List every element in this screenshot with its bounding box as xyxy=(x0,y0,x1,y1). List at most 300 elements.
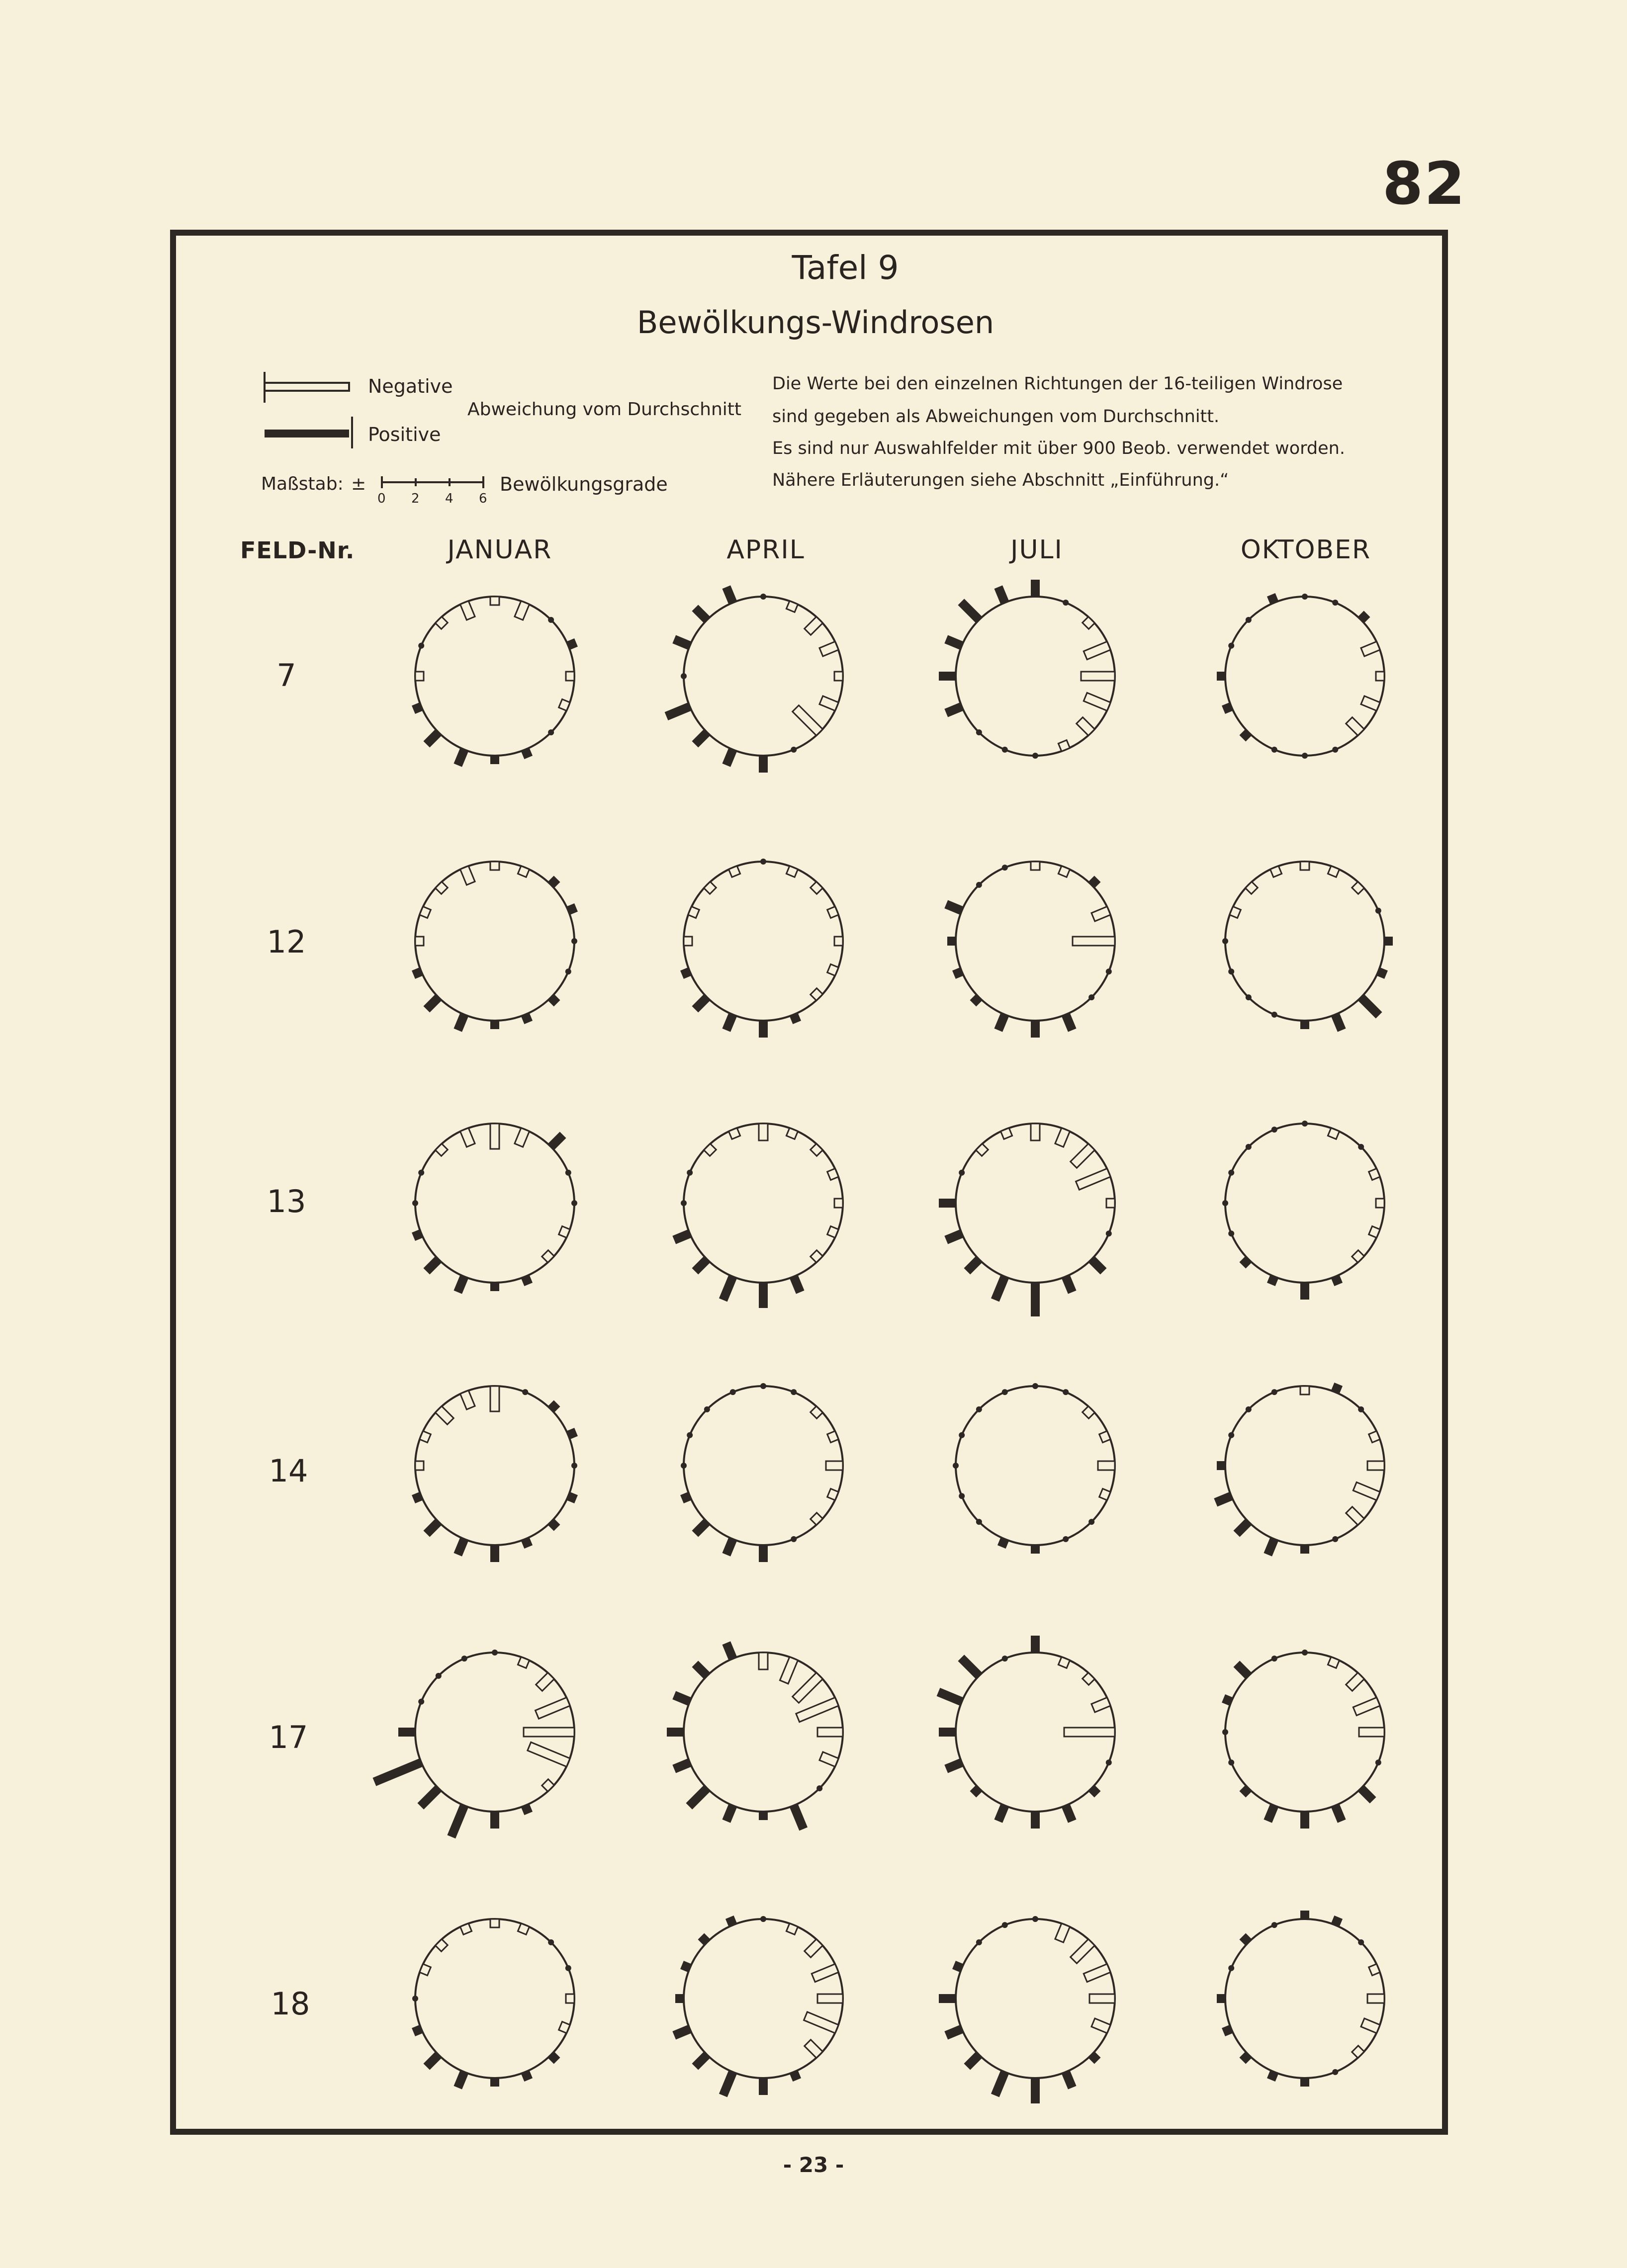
windrose-zero-mark-wsw xyxy=(959,1493,965,1499)
windrose-negative-bar-se xyxy=(1077,717,1095,736)
windrose-zero-mark-nnw xyxy=(1002,1656,1008,1661)
windrose-negative-bar-e xyxy=(1376,672,1384,681)
windrose-zero-mark-wnw xyxy=(418,643,424,649)
windrose-zero-mark-n xyxy=(760,594,766,600)
windrose-zero-mark-ese xyxy=(1375,1759,1381,1765)
windrose-feld-14-oktober xyxy=(1214,1383,1384,1557)
windrose-negative-bar-ese xyxy=(528,1742,570,1766)
windrose-negative-bar-nne xyxy=(1055,1923,1070,1942)
windrose-positive-bar-sse xyxy=(1331,1013,1346,1032)
windrose-negative-bar-ene xyxy=(1084,1964,1110,1982)
windrose-zero-mark-nnw xyxy=(461,1656,467,1661)
windrose-negative-bar-w xyxy=(684,937,692,946)
windrose-negative-bar-ene xyxy=(536,1697,570,1719)
windrose-positive-bar-ne xyxy=(1358,611,1370,623)
windrose-positive-bar-wsw xyxy=(944,702,963,717)
windrose-negative-bar-n xyxy=(1300,862,1309,870)
windrose-negative-bar-ese xyxy=(819,696,838,711)
windrose-negative-bar-e xyxy=(817,1728,843,1737)
windrose-positive-bar-w xyxy=(939,1994,956,2003)
windrose-negative-bar-ne xyxy=(536,1672,554,1691)
row-label-12: 12 xyxy=(267,924,306,960)
windrose-negative-bar-e xyxy=(1376,1199,1384,1208)
windrose-zero-mark-s xyxy=(1032,753,1038,759)
windrose-zero-mark-n xyxy=(1302,1121,1308,1127)
windrose-positive-bar-sse xyxy=(790,1804,808,1831)
note-line: Die Werte bei den einzelnen Richtungen der 16-teiligen Windrose xyxy=(772,374,1343,394)
windrose-positive-bar-sw xyxy=(417,1785,442,1810)
windrose-positive-bar-se xyxy=(548,1519,560,1531)
windrose-negative-bar-ese xyxy=(1084,693,1110,710)
windrose-positive-bar-wnw xyxy=(672,635,691,650)
windrose-negative-bar-e xyxy=(817,1994,843,2003)
windrose-zero-mark-wnw xyxy=(418,1699,424,1705)
windrose-positive-bar-sw xyxy=(970,994,982,1007)
windrose-positive-bar-ne xyxy=(1088,875,1101,888)
windrose-zero-mark-ssw xyxy=(1271,1012,1277,1018)
windrose-negative-bar-e xyxy=(524,1728,574,1737)
windrose-negative-bar-ne xyxy=(805,616,823,635)
windrose-zero-mark-nw xyxy=(1246,617,1252,623)
windrose-negative-bar-ene xyxy=(1361,641,1380,656)
windrose-negative-bar-nw xyxy=(704,1143,716,1156)
windrose-positive-bar-n xyxy=(1031,1636,1040,1653)
windrose-negative-bar-ne xyxy=(805,1939,823,1957)
windrose-zero-mark-sw xyxy=(976,729,982,735)
windrose-negative-bar-ne xyxy=(1083,1406,1095,1418)
windrose-negative-bar-se xyxy=(811,988,823,1001)
windrose-positive-bar-ssw xyxy=(1264,1537,1278,1556)
scale-tick-label: 0 xyxy=(377,491,386,506)
windrose-feld-17-januar xyxy=(372,1650,574,1838)
windrose-positive-bar-w xyxy=(398,1728,415,1737)
legend-scale-label: Maßstab: xyxy=(261,474,344,494)
windrose-zero-mark-ssw xyxy=(1002,747,1008,753)
windrose-negative-bar-e xyxy=(1367,1461,1384,1470)
windrose-positive-bar-ssw xyxy=(722,1013,737,1032)
windrose-negative-bar-se xyxy=(1346,1507,1364,1525)
windrose-negative-bar-ene xyxy=(1091,1697,1110,1712)
windrose-zero-mark-e xyxy=(571,1463,577,1469)
windrose-negative-bar-ese xyxy=(1353,1482,1380,1500)
windrose-zero-mark-w xyxy=(1222,1200,1228,1206)
windrose-positive-bar-sw xyxy=(1239,729,1252,742)
windrose-zero-mark-w xyxy=(681,1200,687,1206)
windrose-negative-bar-w xyxy=(415,937,424,946)
windrose-positive-bar-wnw xyxy=(937,1688,964,1706)
windrose-positive-bar-wsw xyxy=(944,1758,963,1773)
windrose-zero-mark-nnw xyxy=(1271,1389,1277,1395)
windrose-positive-bar-ssw xyxy=(991,2070,1009,2097)
windrose-negative-bar-nw xyxy=(704,881,716,894)
windrose-feld-7-juli xyxy=(939,580,1115,759)
windrose-positive-bar-s xyxy=(759,2078,768,2095)
windrose-positive-bar-se xyxy=(1088,1785,1101,1798)
windrose-feld-13-juli xyxy=(939,1124,1115,1316)
windrose-negative-bar-n xyxy=(490,862,499,870)
windrose-negative-bar-ne xyxy=(1083,616,1095,629)
windrose-zero-mark-ne xyxy=(1358,1939,1364,1945)
windrose-zero-mark-n xyxy=(1302,594,1308,600)
windrose-negative-bar-e xyxy=(1073,937,1115,946)
windrose-zero-mark-e xyxy=(571,1200,577,1206)
windrose-positive-bar-w xyxy=(939,1199,956,1208)
windrose-positive-bar-ssw xyxy=(722,1537,737,1556)
windrose-positive-bar-s xyxy=(1031,2078,1040,2103)
windrose-zero-mark-w xyxy=(412,1200,418,1206)
windrose-positive-bar-s xyxy=(759,756,768,773)
windrose-negative-bar-ne xyxy=(1352,881,1364,894)
windrose-zero-mark-ne xyxy=(1358,1144,1364,1150)
windrose-positive-bar-w xyxy=(939,672,956,681)
windrose-zero-mark-nne xyxy=(1332,600,1338,606)
windrose-zero-mark-nw xyxy=(976,1939,982,1945)
page-number: 82 xyxy=(1382,149,1466,218)
windrose-positive-bar-s xyxy=(1300,1021,1309,1029)
windrose-positive-bar-wnw xyxy=(944,635,963,650)
windrose-zero-mark-n xyxy=(1032,1383,1038,1389)
windrose-positive-bar-s xyxy=(490,756,499,764)
windrose-zero-mark-ese xyxy=(565,968,571,974)
windrose-negative-bar-ese xyxy=(804,2012,839,2033)
windrose-zero-mark-se xyxy=(1088,1519,1094,1525)
windrose-positive-bar-nw xyxy=(698,1933,710,1945)
windrose-positive-bar-sse xyxy=(790,1275,805,1294)
windrose-positive-bar-nnw xyxy=(722,1641,737,1660)
windrose-negative-bar-nnw xyxy=(460,866,475,885)
windrose-positive-bar-se xyxy=(548,2052,560,2064)
windrose-positive-bar-s xyxy=(490,1021,499,1029)
windrose-positive-bar-ssw xyxy=(722,1804,737,1823)
row-label-17: 17 xyxy=(269,1719,308,1755)
windrose-feld-17-oktober xyxy=(1222,1650,1384,1829)
windrose-feld-14-juli xyxy=(953,1383,1115,1554)
windrose-feld-12-april xyxy=(680,859,843,1038)
windrose-positive-bar-sw xyxy=(686,1785,710,1810)
windrose-negative-bar-e xyxy=(1081,672,1115,681)
windrose-positive-bar-w xyxy=(947,937,956,946)
windrose-negative-bar-nw xyxy=(435,1939,448,1951)
windrose-positive-bar-s xyxy=(1031,1283,1040,1316)
windrose-zero-mark-n xyxy=(492,1650,498,1656)
windrose-positive-bar-sse xyxy=(1062,2070,1077,2089)
windrose-positive-bar-sw xyxy=(1239,1785,1252,1798)
windrose-positive-bar-sse xyxy=(1331,1804,1346,1823)
windrose-zero-mark-wnw xyxy=(1228,1965,1234,1971)
windrose-positive-bar-wsw xyxy=(665,702,692,720)
windrose-zero-mark-wnw xyxy=(1228,643,1234,649)
windrose-zero-mark-ene xyxy=(565,1965,571,1971)
windrose-zero-mark-wnw xyxy=(687,1432,693,1438)
windrose-positive-bar-sse xyxy=(1062,1275,1077,1294)
scale-tick-label: 6 xyxy=(479,491,487,506)
note-line: Nähere Erläuterungen siehe Abschnitt „Einführung.“ xyxy=(772,470,1229,490)
windrose-positive-bar-ssw xyxy=(994,1013,1009,1032)
windrose-negative-bar-ene xyxy=(1084,641,1110,659)
windrose-positive-bar-nnw xyxy=(994,585,1009,604)
windrose-zero-mark-sw xyxy=(1246,994,1252,1000)
windrose-positive-bar-wnw xyxy=(672,1691,691,1706)
windrose-zero-mark-sse xyxy=(1332,1536,1338,1542)
windrose-negative-bar-nw xyxy=(435,1406,453,1424)
windrose-zero-mark-w xyxy=(681,1463,687,1469)
windrose-zero-mark-sse xyxy=(1332,747,1338,753)
feld-header: FELD-Nr. xyxy=(240,537,355,564)
windrose-positive-bar-n xyxy=(1300,1911,1309,1919)
windrose-negative-bar-se xyxy=(811,1250,823,1263)
windrose-zero-mark-nne xyxy=(1063,600,1069,606)
windrose-positive-bar-wnw xyxy=(944,900,963,915)
windrose-zero-mark-w xyxy=(681,673,687,679)
windrose-zero-mark-sw xyxy=(976,1519,982,1525)
windrose-negative-bar-ene xyxy=(1353,1697,1380,1715)
windrose-feld-12-oktober xyxy=(1222,862,1393,1032)
windrose-positive-bar-s xyxy=(1031,1021,1040,1038)
windrose-negative-bar-ne xyxy=(1071,1143,1095,1168)
windrose-negative-bar-nw xyxy=(1245,881,1258,894)
windrose-positive-bar-w xyxy=(675,1994,684,2003)
windrose-zero-mark-w xyxy=(1222,1729,1228,1735)
row-label-13: 13 xyxy=(267,1183,306,1220)
windrose-zero-mark-wnw xyxy=(959,1432,965,1438)
windrose-negative-bar-nnw xyxy=(460,1391,475,1409)
column-header-januar: JANUAR xyxy=(447,535,552,565)
windrose-negative-bar-e xyxy=(1359,1728,1384,1737)
windrose-zero-mark-ene xyxy=(1375,908,1381,914)
windrose-positive-bar-sw xyxy=(1239,1256,1252,1269)
windrose-negative-bar-nw xyxy=(976,1143,988,1156)
windrose-negative-bar-nnw xyxy=(460,1128,475,1147)
windrose-negative-bar-nne xyxy=(515,1128,530,1147)
windrose-feld-18-juli xyxy=(939,1916,1115,2103)
windrose-negative-bar-n xyxy=(759,1653,768,1669)
windrose-positive-bar-sse xyxy=(1062,1013,1077,1032)
windrose-positive-bar-s xyxy=(1031,1545,1040,1554)
windrose-positive-bar-wsw xyxy=(1214,1492,1233,1507)
windrose-negative-bar-nw xyxy=(435,616,448,629)
windrose-zero-mark-wnw xyxy=(1228,1432,1234,1438)
legend-negative-label: Negative xyxy=(368,375,453,397)
windrose-feld-13-januar xyxy=(412,1124,577,1294)
windrose-positive-bar-wsw xyxy=(944,1229,963,1244)
windrose-negative-bar-ene xyxy=(1091,906,1110,921)
scale-tick-label: 4 xyxy=(445,491,453,506)
windrose-positive-bar-se xyxy=(1358,994,1382,1019)
windrose-negative-bar-se xyxy=(1352,2046,1364,2058)
windrose-negative-bar-n xyxy=(1031,862,1040,870)
windrose-zero-mark-n xyxy=(760,1383,766,1389)
windrose-positive-bar-s xyxy=(759,1812,768,1820)
windrose-negative-bar-se xyxy=(542,1250,554,1263)
windrose-zero-mark-nne xyxy=(522,1389,528,1395)
windrose-negative-bar-se xyxy=(542,1779,554,1792)
windrose-negative-bar-ene xyxy=(812,1964,838,1982)
windrose-positive-bar-wsw xyxy=(944,2025,963,2040)
windrose-feld-18-januar xyxy=(412,1919,574,2090)
windrose-positive-bar-nw xyxy=(1239,1933,1252,1945)
windrose-zero-mark-e xyxy=(571,938,577,944)
windrose-negative-bar-ne xyxy=(1071,1939,1095,1963)
windrose-feld-13-oktober xyxy=(1222,1121,1384,1300)
windrose-zero-mark-nnw xyxy=(730,1389,736,1395)
windrose-positive-bar-sse xyxy=(1062,1804,1077,1823)
windrose-negative-bar-w xyxy=(415,672,424,681)
windrose-negative-bar-e xyxy=(566,1994,574,2003)
windrose-feld-14-april xyxy=(680,1383,843,1562)
windrose-zero-mark-nnw xyxy=(1271,1922,1277,1928)
windrose-negative-bar-ene xyxy=(819,641,838,656)
windrose-positive-bar-w xyxy=(667,1728,684,1737)
windrose-positive-bar-ssw xyxy=(719,1275,737,1302)
windrose-positive-bar-n xyxy=(1031,580,1040,597)
windrose-zero-mark-nnw xyxy=(1002,1389,1008,1395)
windrose-zero-mark-sse xyxy=(1063,1536,1069,1542)
windrose-zero-mark-w xyxy=(953,1463,959,1469)
windrose-negative-bar-w xyxy=(415,1461,424,1470)
windrose-positive-bar-wsw xyxy=(672,1758,691,1773)
windrose-negative-bar-e xyxy=(826,1461,843,1470)
windrose-zero-mark-wsw xyxy=(1228,968,1234,974)
windrose-zero-mark-nw xyxy=(976,882,982,888)
windrose-zero-mark-ne xyxy=(548,617,554,623)
windrose-zero-mark-se xyxy=(1088,994,1094,1000)
scale-tick-label: 2 xyxy=(411,491,420,506)
windrose-zero-mark-wsw xyxy=(1228,1759,1234,1765)
windrose-negative-bar-ne xyxy=(811,1143,823,1156)
windrose-negative-bar-ne xyxy=(793,1672,823,1703)
windrose-negative-bar-ese xyxy=(819,1752,838,1767)
windrose-positive-bar-wsw xyxy=(672,2025,691,2040)
windrose-positive-bar-wsw xyxy=(672,1229,691,1244)
windrose-positive-bar-ssw xyxy=(453,1013,468,1032)
windrose-positive-bar-s xyxy=(490,1812,499,1829)
windrose-feld-17-april xyxy=(667,1641,843,1831)
windrose-positive-bar-ssw xyxy=(453,748,468,767)
windrose-zero-mark-se xyxy=(816,1785,822,1791)
windrose-zero-mark-w xyxy=(412,1996,418,2002)
plate-title: Tafel 9 xyxy=(792,249,899,287)
legend-deviation-label: Abweichung vom Durchschnitt xyxy=(467,399,742,420)
windrose-zero-mark-nw xyxy=(1246,1406,1252,1412)
windrose-positive-bar-ssw xyxy=(453,2070,468,2089)
windrose-positive-bar-nnw xyxy=(722,585,737,604)
windrose-zero-mark-s xyxy=(1302,753,1308,759)
plate-subtitle: Bewölkungs-Windrosen xyxy=(636,304,994,341)
windrose-zero-mark-sse xyxy=(1332,2069,1338,2075)
windrose-negative-bar-ene xyxy=(1076,1168,1111,1190)
windrose-positive-bar-s xyxy=(759,1545,768,1562)
windrose-negative-bar-nnw xyxy=(460,601,475,620)
windrose-positive-bar-s xyxy=(490,1283,499,1291)
windrose-positive-bar-ne xyxy=(548,875,560,888)
windrose-negative-bar-e xyxy=(1106,1199,1115,1208)
windrose-negative-bar-n xyxy=(1031,1124,1040,1140)
page-footer: - 23 - xyxy=(783,2153,844,2177)
windrose-positive-bar-w xyxy=(1217,672,1225,681)
windrose-negative-bar-n xyxy=(490,1124,499,1149)
windrose-positive-bar-ssw xyxy=(453,1275,468,1294)
windrose-negative-bar-se xyxy=(793,705,823,736)
windrose-negative-bar-nne xyxy=(1055,1128,1070,1147)
windrose-negative-bar-nw xyxy=(435,1143,448,1156)
windrose-negative-bar-ese xyxy=(1361,696,1380,711)
windrose-negative-bar-se xyxy=(805,2040,823,2058)
windrose-feld-12-januar xyxy=(412,862,578,1032)
windrose-positive-bar-s xyxy=(1300,2078,1309,2087)
windrose-positive-bar-w xyxy=(939,1728,956,1737)
windrose-zero-mark-sse xyxy=(791,747,797,753)
windrose-positive-bar-s xyxy=(1031,1812,1040,1829)
windrose-positive-bar-ssw xyxy=(722,748,737,767)
windrose-zero-mark-nnw xyxy=(1271,1127,1277,1133)
windrose-zero-mark-ene xyxy=(565,1170,571,1176)
windrose-negative-bar-n xyxy=(490,597,499,605)
windrose-zero-mark-nne xyxy=(1063,1389,1069,1395)
windrose-negative-bar-ne xyxy=(1083,1672,1095,1685)
windrose-zero-mark-wnw xyxy=(418,1170,424,1176)
windrose-zero-mark-nw xyxy=(436,1673,442,1679)
windrose-zero-mark-wsw xyxy=(1228,1230,1234,1236)
windrose-positive-bar-s xyxy=(1300,1812,1309,1829)
windrose-negative-bar-se xyxy=(1346,717,1364,736)
windrose-negative-bar-ene xyxy=(796,1697,838,1722)
windrose-feld-17-juli xyxy=(937,1636,1115,1829)
windrose-negative-bar-e xyxy=(1098,1461,1115,1470)
windrose-positive-bar-ne xyxy=(548,1400,560,1412)
windrose-zero-mark-nnw xyxy=(1002,865,1008,871)
windrose-zero-mark-nw xyxy=(1246,1144,1252,1150)
windrose-zero-mark-nnw xyxy=(1271,1656,1277,1661)
windrose-feld-7-januar xyxy=(412,597,578,767)
windrose-positive-bar-w xyxy=(1217,1994,1225,2003)
windrose-positive-bar-nw xyxy=(958,599,982,623)
windrose-negative-bar-nne xyxy=(515,601,530,620)
windrose-negative-bar-se xyxy=(811,1513,823,1525)
windrose-negative-bar-n xyxy=(490,1386,499,1411)
legend-scale-unit: Bewölkungsgrade xyxy=(500,473,668,495)
windrose-negative-bar-ne xyxy=(1346,1672,1364,1691)
legend-positive-label: Positive xyxy=(368,424,441,445)
windrose-positive-bar-s xyxy=(1300,1283,1309,1300)
windrose-negative-bar-e xyxy=(834,1199,843,1208)
row-label-7: 7 xyxy=(276,657,296,694)
windrose-negative-bar-e xyxy=(1064,1728,1115,1737)
windrose-positive-bar-ssw xyxy=(719,2070,737,2097)
windrose-negative-bar-nw xyxy=(435,881,448,894)
windrose-negative-bar-e xyxy=(834,672,843,681)
windrose-zero-mark-ese xyxy=(1106,968,1112,974)
windrose-zero-mark-w xyxy=(1222,938,1228,944)
windrose-negative-bar-n xyxy=(490,1919,499,1927)
windrose-positive-bar-s xyxy=(759,1283,768,1308)
column-header-juli: JULI xyxy=(1010,535,1063,565)
windrose-positive-bar-wsw xyxy=(372,1758,423,1786)
column-header-oktober: OKTOBER xyxy=(1240,535,1371,565)
windrose-zero-mark-ne xyxy=(548,1939,554,1945)
windrose-zero-mark-wnw xyxy=(959,1170,965,1176)
windrose-zero-mark-wnw xyxy=(687,1170,693,1176)
windrose-feld-7-oktober xyxy=(1217,593,1384,759)
windrose-positive-bar-sw xyxy=(1239,2052,1252,2064)
note-line: Es sind nur Auswahlfelder mit über 900 Beob. verwendet worden. xyxy=(772,438,1345,458)
windrose-zero-mark-wnw xyxy=(1228,1170,1234,1176)
windrose-feld-18-april xyxy=(672,1916,843,2097)
windrose-zero-mark-n xyxy=(1302,1650,1308,1656)
windrose-zero-mark-n xyxy=(760,859,766,865)
windrose-zero-mark-nw xyxy=(976,1406,982,1412)
windrose-zero-mark-nw xyxy=(704,1406,710,1412)
windrose-feld-12-juli xyxy=(944,862,1115,1038)
